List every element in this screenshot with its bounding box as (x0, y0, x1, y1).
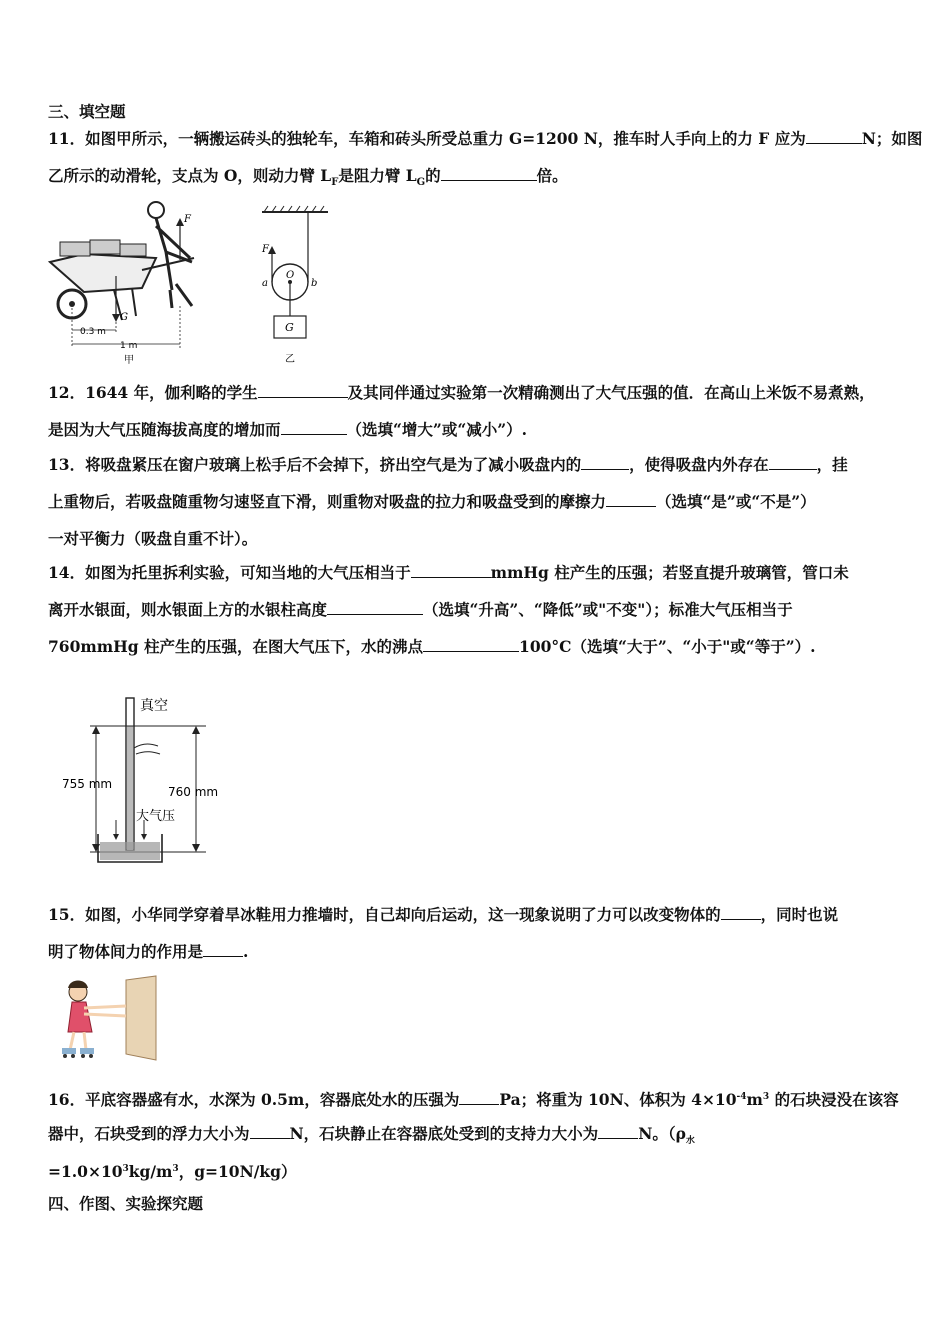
fig-torricelli-h1: 755 mm (62, 777, 113, 791)
q16-line1 (48, 1087, 899, 1110)
q16-sup-cube: 3 (762, 1092, 770, 1102)
q13-blank-2[interactable] (769, 455, 817, 470)
q16-sup-density-exp: 3 (122, 1164, 129, 1174)
q11-text-1a: 11．如图甲所示，一辆搬运砖头的独轮车，车箱和砖头所受总重力 G=1200 N，推车时人手向上的力 F 应为 (48, 129, 806, 148)
q13-line1 (48, 455, 848, 475)
q11-text-1b: N；如图 (861, 129, 923, 148)
q12-line2 (48, 420, 527, 440)
q11-blank-2[interactable] (441, 166, 537, 181)
fig-jia-caption: 甲 (124, 355, 134, 366)
q11-text-2d: 倍。 (536, 166, 568, 185)
q14-text-1b: mmHg 柱产生的压强；若竖直提升玻璃管，管口未 (490, 563, 849, 582)
q12-line1 (48, 383, 875, 403)
q14-line1 (48, 563, 849, 583)
q15-text-2b: . (243, 942, 249, 961)
q11-blank-1[interactable] (806, 129, 862, 144)
q16-text-2a: 器中，石块受到的浮力大小为 (48, 1124, 250, 1143)
section-heading-drawing-experiment: 四、作图、实验探究题 (48, 1194, 204, 1213)
q16-sup-exp: -4 (736, 1092, 747, 1102)
q14-blank-1[interactable] (411, 563, 491, 578)
figure-girl-pushing-wall (56, 974, 160, 1062)
q13-blank-1[interactable] (581, 455, 629, 470)
q14-text-3a: 760mmHg 柱产生的压强，在图大气压下，水的沸点 (48, 637, 424, 656)
q11-line1 (48, 129, 922, 149)
fig-jia-dim-2: 1 m (120, 341, 138, 351)
fig-yi-label-o: O (286, 270, 295, 281)
q11-sub-g: G (416, 177, 426, 189)
fig-torricelli-atm-label: 大气压 (136, 809, 176, 824)
q14-blank-2[interactable] (327, 600, 423, 615)
q11-sub-f: F (331, 177, 339, 189)
q15-text-1a: 15．如图，小华同学穿着旱冰鞋用力推墙时，自己却向后运动，这一现象说明了力可以改变物体的 (48, 905, 721, 924)
q15-line2 (48, 942, 248, 962)
q16-text-2b: N，石块静止在容器底处受到的支持力大小为 (289, 1124, 599, 1143)
q12-blank-2[interactable] (281, 420, 347, 435)
fig-jia-dim-1: 0.3 m (80, 327, 106, 337)
q16-blank-2[interactable] (250, 1124, 290, 1139)
figure-movable-pulley (250, 204, 340, 368)
q13-blank-3[interactable] (606, 492, 656, 507)
q12-text-1b: 及其同伴通过实验第一次精确测出了大气压强的值．在高山上米饭不易煮熟， (347, 383, 875, 402)
q13-text-1c: ，挂 (816, 455, 848, 474)
q11-line2 (48, 166, 568, 193)
fig-torricelli-h2: 760 mm (168, 785, 219, 799)
q13-line3: 一对平衡力（吸盘自重不计）。 (48, 529, 258, 548)
q16-text-1b: Pa；将重为 10N、体积为 4×10 (499, 1090, 737, 1110)
q16-text-1a: 16．平底容器盛有水，水深为 0.5m，容器底处水的压强为 (48, 1090, 460, 1110)
fig-jia-label-g: G (120, 312, 128, 323)
q15-blank-2[interactable] (203, 942, 243, 957)
q16-sub-water: 水 (685, 1136, 695, 1147)
figure-wheelbarrow (44, 196, 214, 368)
q11-text-2a: 乙所示的动滑轮，支点为 O，则动力臂 L (48, 166, 332, 185)
q12-text-2a: 是因为大气压随海拔高度的增加而 (48, 420, 281, 439)
q15-text-1b: ，同时也说 (760, 905, 839, 924)
q16-blank-1[interactable] (459, 1090, 499, 1105)
q13-line2 (48, 492, 816, 512)
fig-jia-label-f: F (184, 214, 191, 225)
fig-yi-caption: 乙 (285, 354, 295, 365)
fig-yi-label-f: F (262, 244, 269, 255)
fig-yi-label-a: a (262, 278, 268, 289)
q12-text-2b: （选填“增大”或“减小”）. (346, 420, 528, 439)
q15-blank-1[interactable] (721, 905, 761, 920)
q16-text-2c: N。（ρ (638, 1124, 686, 1143)
q16-sup-density-cube: 3 (172, 1164, 179, 1174)
figure-torricelli (56, 692, 246, 864)
q16-text-3a: =1.0×10 (48, 1162, 123, 1182)
q14-text-3b: 100°C（选填“大于”、“小于"或“等于”）. (519, 637, 816, 656)
q16-line2 (48, 1124, 695, 1151)
q13-text-2a: 上重物后，若吸盘随重物匀速竖直下滑，则重物对吸盘的拉力和吸盘受到的摩擦力 (48, 492, 607, 511)
q15-text-2a: 明了物体间力的作用是 (48, 942, 204, 961)
q14-line2 (48, 600, 793, 620)
q12-text-1a: 12．1644 年，伽利略的学生 (48, 383, 258, 402)
q14-text-2a: 离开水银面，则水银面上方的水银柱高度 (48, 600, 328, 619)
q16-line3 (48, 1159, 297, 1182)
q13-text-1a: 13．将吸盘紧压在窗户玻璃上松手后不会掉下，挤出空气是为了减小吸盘内的 (48, 455, 582, 474)
section-heading-fill-blank: 三、填空题 (48, 102, 126, 121)
q16-blank-3[interactable] (598, 1124, 638, 1139)
q13-text-1b: ，使得吸盘内外存在 (629, 455, 769, 474)
q12-blank-1[interactable] (258, 383, 348, 398)
q14-text-1a: 14．如图为托里拆利实验，可知当地的大气压相当于 (48, 563, 411, 582)
q16-text-3c: ，g=10N/kg） (178, 1162, 297, 1182)
q16-text-3b: kg/m (128, 1162, 173, 1182)
q14-line3 (48, 637, 816, 657)
q14-blank-3[interactable] (423, 637, 519, 652)
q11-text-2c: 的 (425, 166, 441, 185)
q16-text-1c: m (746, 1090, 763, 1110)
q14-text-2b: （选填“升高”、“降低”或"不变"）；标准大气压相当于 (423, 600, 793, 619)
q11-text-2b: 是阻力臂 L (338, 166, 417, 185)
q13-text-2b: （选填“是”或“不是”） (656, 492, 816, 511)
fig-yi-label-b: b (311, 278, 318, 289)
fig-yi-label-g: G (285, 321, 294, 334)
q16-text-1d: 的石块浸没在该容 (769, 1090, 899, 1110)
fig-torricelli-vacuum-label: 真空 (140, 698, 168, 714)
q15-line1 (48, 905, 838, 925)
